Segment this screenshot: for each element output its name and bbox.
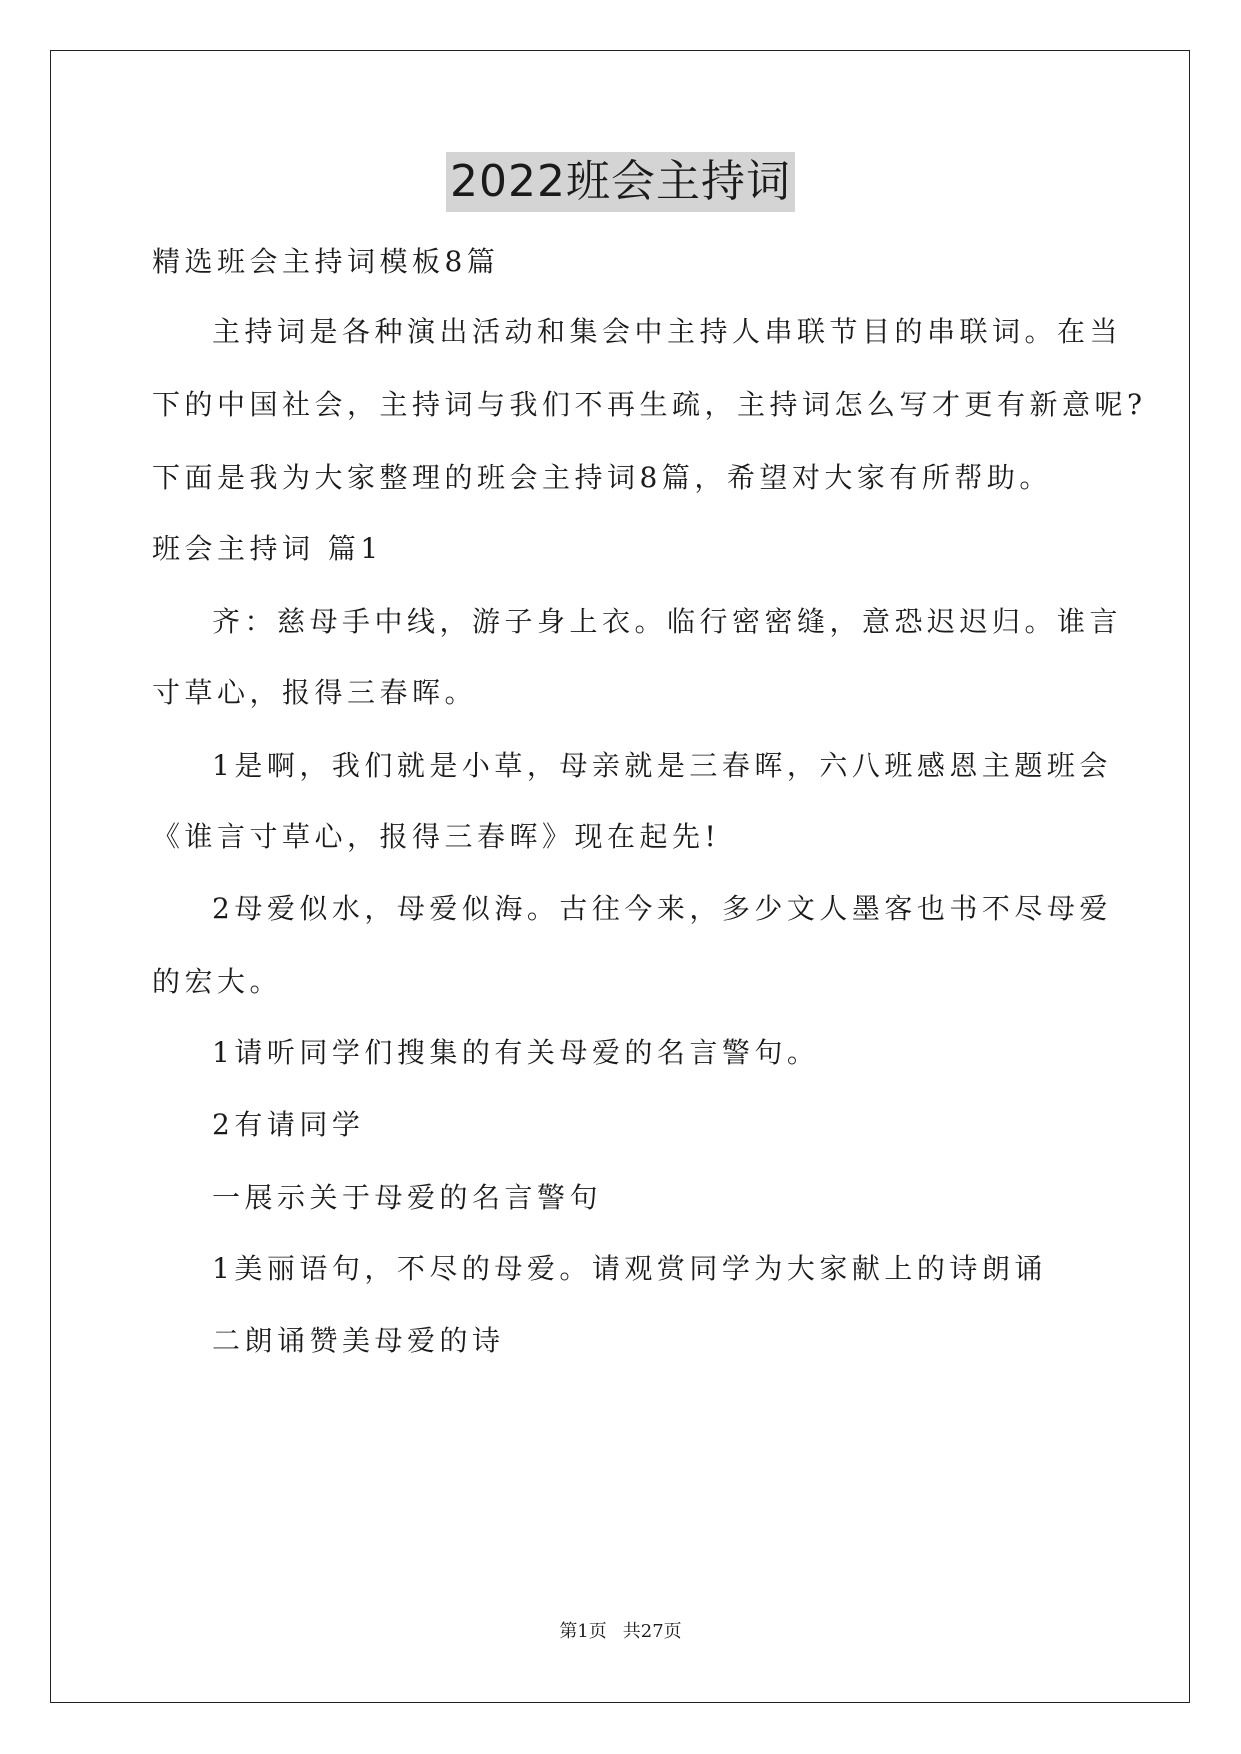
body-paragraph-line: 1是啊，我们就是小草，母亲就是三春晖，六八班感恩主题班会 <box>212 749 1112 782</box>
subtitle-line: 精选班会主持词模板8篇 <box>152 245 500 278</box>
page-number-current: 第1页 <box>559 1621 607 1642</box>
body-paragraph-line: 2母爱似水，母爱似海。古往今来，多少文人墨客也书不尽母爱 <box>212 892 1112 925</box>
body-paragraph-line: 二朗诵赞美母爱的诗 <box>212 1324 505 1357</box>
document-title: 2022班会主持词 <box>446 152 795 212</box>
section-heading: 班会主持词 篇1 <box>152 532 383 565</box>
body-paragraph-line: 寸草心，报得三春晖。 <box>152 676 478 709</box>
title-container <box>0 152 1241 212</box>
body-paragraph-line: 下的中国社会，主持词与我们不再生疏，主持词怎么写才更有新意呢? <box>152 388 1147 421</box>
page-border <box>50 50 1190 1703</box>
body-paragraph-line: 一展示关于母爱的名言警句 <box>212 1181 603 1214</box>
body-paragraph-line: 1请听同学们搜集的有关母爱的名言警句。 <box>212 1036 820 1069</box>
body-paragraph-line: 《谁言寸草心，报得三春晖》现在起先! <box>152 820 721 853</box>
body-paragraph-line: 2有请同学 <box>212 1108 365 1141</box>
body-paragraph-line: 主持词是各种演出活动和集会中主持人串联节目的串联词。在当 <box>212 315 1123 348</box>
body-paragraph-line: 1美丽语句，不尽的母爱。请观赏同学为大家献上的诗朗诵 <box>212 1252 1047 1285</box>
body-paragraph-line: 下面是我为大家整理的班会主持词8篇，希望对大家有所帮助。 <box>152 461 1052 494</box>
page-number-total: 共27页 <box>622 1621 682 1642</box>
body-paragraph-line: 的宏大。 <box>152 965 283 998</box>
body-paragraph-line: 齐：慈母手中线，游子身上衣。临行密密缝，意恐迟迟归。谁言 <box>212 605 1123 638</box>
page-footer <box>0 1620 1241 1644</box>
